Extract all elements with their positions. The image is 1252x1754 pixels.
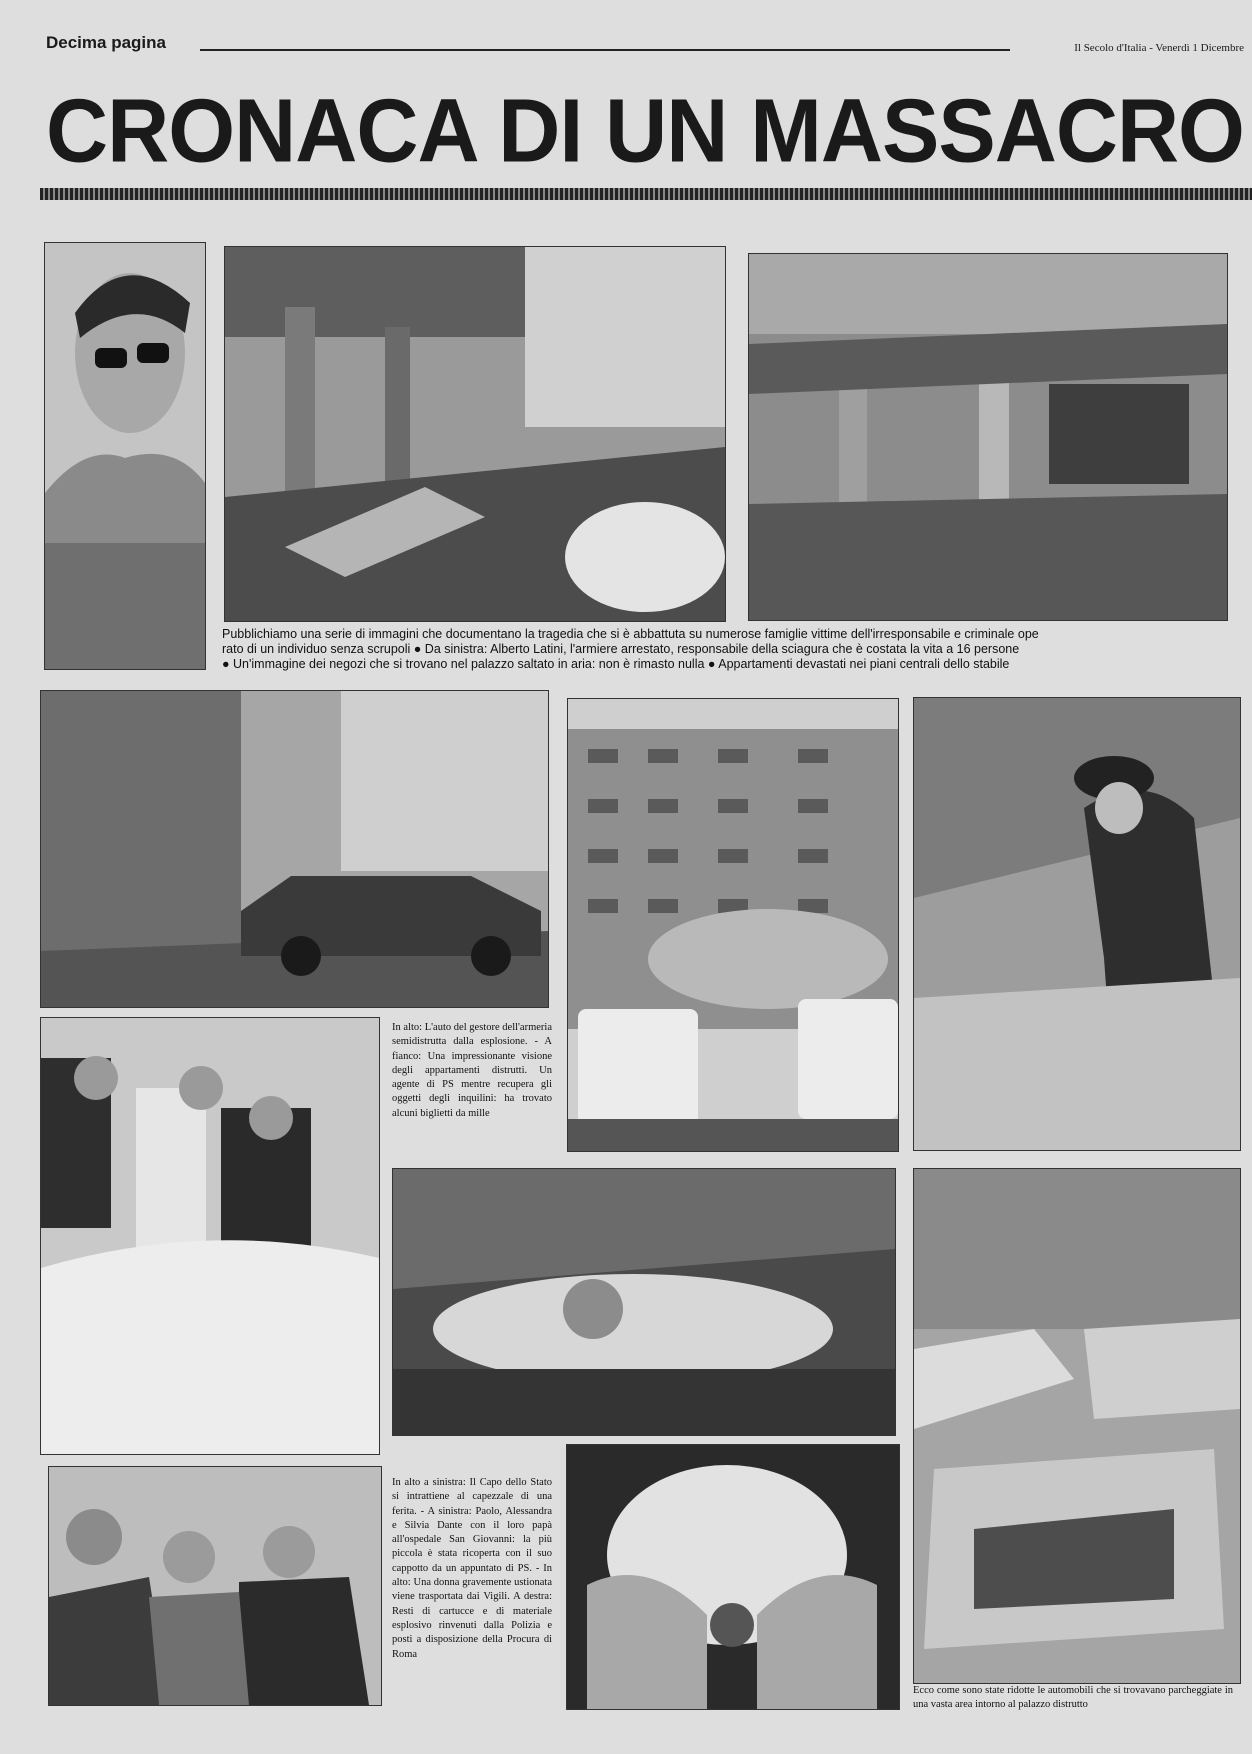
photo-damaged-cars [913, 1168, 1241, 1684]
photo-police-agent-rubble [913, 697, 1241, 1151]
photo-injured-woman-stretcher [392, 1168, 896, 1436]
caption-bottom-right: Ecco come sono state ridotte le automobili che si trovavano parcheggiate in una vasta area intorno al palazzo distrutto [913, 1685, 1233, 1711]
photo-devastated-apartments [748, 253, 1228, 621]
caption-top-line3: ● Un'immagine dei negozi che si trovano nel palazzo saltato in aria: non è rimasto nulla ● Appartamenti devastati nei piani centrali dello stabile [222, 657, 1010, 671]
caption-top-line2: rato di un individuo senza scrupoli ● Da sinistra: Alberto Latini, l'armiere arrestato, responsabile della sciagura che è costata la vita a 16 persone [222, 642, 1020, 656]
photo-dante-children [48, 1466, 382, 1706]
caption-top [222, 627, 1242, 672]
photo-building-facade [567, 698, 899, 1152]
caption-top-line1: Pubblichiamo una serie di immagini che documentano la tragedia che si è abbattuta su numerose famiglie vittime dell'irresponsabile e criminale ope [222, 627, 1039, 641]
headline-rule [40, 188, 1252, 200]
photo-destroyed-shops [224, 246, 726, 622]
photo-portrait-armorer [44, 242, 206, 670]
header-rule [200, 49, 1010, 51]
caption-middle: In alto: L'auto del gestore dell'armeria semidistrutta dalla esplosione. - A fianco: Una impressionante visione degli appartamenti distrutti. Un agente di PS mentre recupera gli oggetti degli inquilini: ha trovato alcuni biglietti da mille [392, 1022, 552, 1119]
section-label: Decima pagina [46, 33, 166, 52]
photo-burnt-car-street [40, 690, 549, 1008]
photo-cartridges-hands [566, 1444, 900, 1710]
photo-hospital-president [40, 1017, 380, 1455]
headline: CRONACA DI UN MASSACRO [46, 80, 1244, 182]
caption-bottom: In alto a sinistra: Il Capo dello Stato si intrattiene al capezzale di una ferita. - A sinistra: Paolo, Alessandra e Silvia Dante con il loro papà all'ospedale San Giovanni: la più piccola è stata ricoperta con il suo cappotto da un appuntato di PS. - In alto: Una donna gravemente ustionata viene trasportata dai Vigili. A destra: Resti di cartucce e di materiale esplosivo rinvenuti dalla Polizia e posti a disposizione della Procura di Roma [392, 1477, 552, 1660]
masthead-date: Il Secolo d'Italia - Venerdì 1 Dicembre [1074, 42, 1244, 54]
